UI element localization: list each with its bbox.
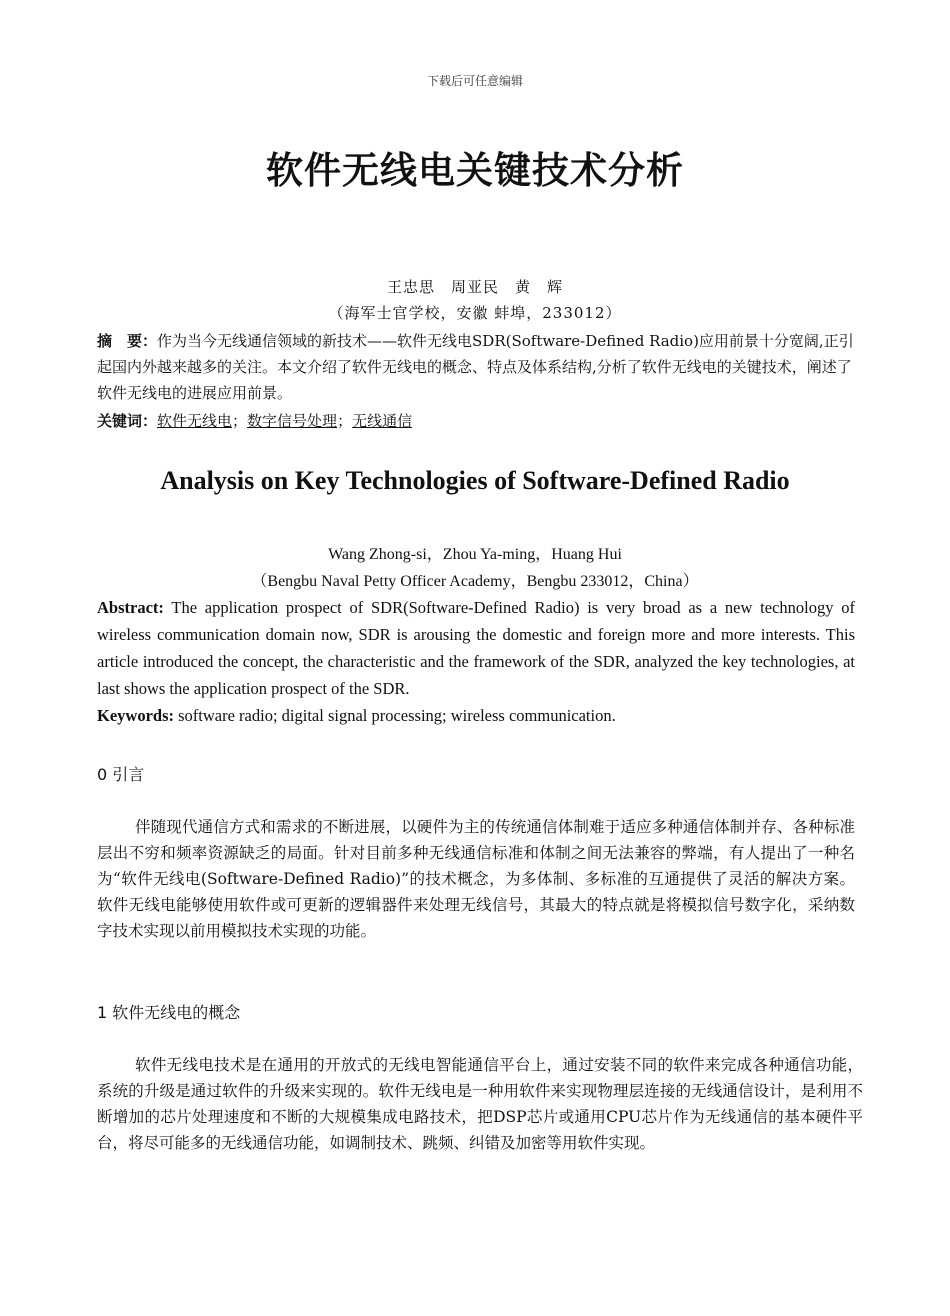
chinese-authors: 王忠思 周亚民 黄 辉	[386, 278, 563, 296]
keyword-separator: ；	[232, 412, 248, 430]
english-abstract-label: Abstract:	[97, 598, 164, 617]
chinese-abstract-text: 作为当今无线通信领域的新技术——软件无线电SDR(Software-Defined Radio)应用前景十分宽阔,正引起国内外越来越多的关注。本文介绍了软件无线电的概念、特点及体系结构,分析了软件无线电的关键技术，阐述了软件无线电的进展应用前景。	[97, 332, 854, 402]
chinese-keywords	[97, 408, 855, 434]
keyword-link[interactable]: 软件无线电	[157, 412, 233, 430]
english-authors: Wang Zhong-si，Zhou Ya-ming，Huang Hui	[328, 546, 622, 563]
keyword-link[interactable]: 无线通信	[352, 412, 413, 430]
keyword-separator: ；	[337, 412, 353, 430]
chinese-affiliation: （海军士官学校，安徽 蚌埠，233012）	[328, 304, 622, 322]
english-keywords	[97, 702, 855, 729]
english-keywords-text: software radio; digital signal processing; wireless communication.	[174, 706, 616, 725]
english-keywords-label: Keywords:	[97, 706, 174, 725]
chinese-keywords-label: 关键词：	[97, 412, 158, 430]
keyword-link[interactable]: 数字信号处理	[247, 412, 338, 430]
english-title: Analysis on Key Technologies of Software-Defined Radio	[160, 466, 790, 495]
chinese-abstract-label: 摘 要：	[97, 332, 158, 350]
section-paragraph-introduction: 伴随现代通信方式和需求的不断进展，以硬件为主的传统通信体制难于适应多种通信体制并存、各种标准层出不穷和频率资源缺乏的局面。针对目前多种无线通信标准和体制之间无法兼容的弊端，有人提出了一种名为“软件无线电(Software-Defined Radio)”的技术概念，为多体制、多标准的互通提供了灵活的解决方案。软件无线电能够使用软件或可更新的逻辑器件来处理无线信号，其最大的特点就是将模拟信号数字化，采纳数字技术实现以前用模拟技术实现的功能。	[97, 818, 855, 940]
english-abstract-text: The application prospect of SDR(Software-Defined Radio) is very broad as a new technology of wireless communication domain now, SDR is arousing the domestic and foreign more and more interests. This article introduced the concept, the characteristic and the framework of the SDR, analyzed the key technologies, at last shows the application prospect of the SDR.	[97, 598, 855, 698]
english-affiliation: （Bengbu Naval Petty Officer Academy，Bengbu 233012，China）	[251, 573, 699, 590]
section-heading-introduction: 0 引言	[97, 765, 145, 784]
header-note: 下载后可任意编辑	[426, 74, 523, 88]
english-abstract	[97, 594, 855, 702]
chinese-title: 软件无线电关键技术分析	[266, 149, 684, 192]
section-paragraph-concept: 软件无线电技术是在通用的开放式的无线电智能通信平台上，通过安装不同的软件来完成各种通信功能，系统的升级是通过软件的升级来实现的。软件无线电是一种用软件来实现物理层连接的无线通信设计，是利用不断增加的芯片处理速度和不断的大规模集成电路技术，把DSP芯片或通用CPU芯片作为无线通信的基本硬件平台，将尽可能多的无线通信功能，如调制技术、跳频、纠错及加密等用软件实现。	[97, 1056, 863, 1152]
section-heading-concept: 1 软件无线电的概念	[97, 1003, 241, 1022]
chinese-abstract	[97, 328, 855, 406]
